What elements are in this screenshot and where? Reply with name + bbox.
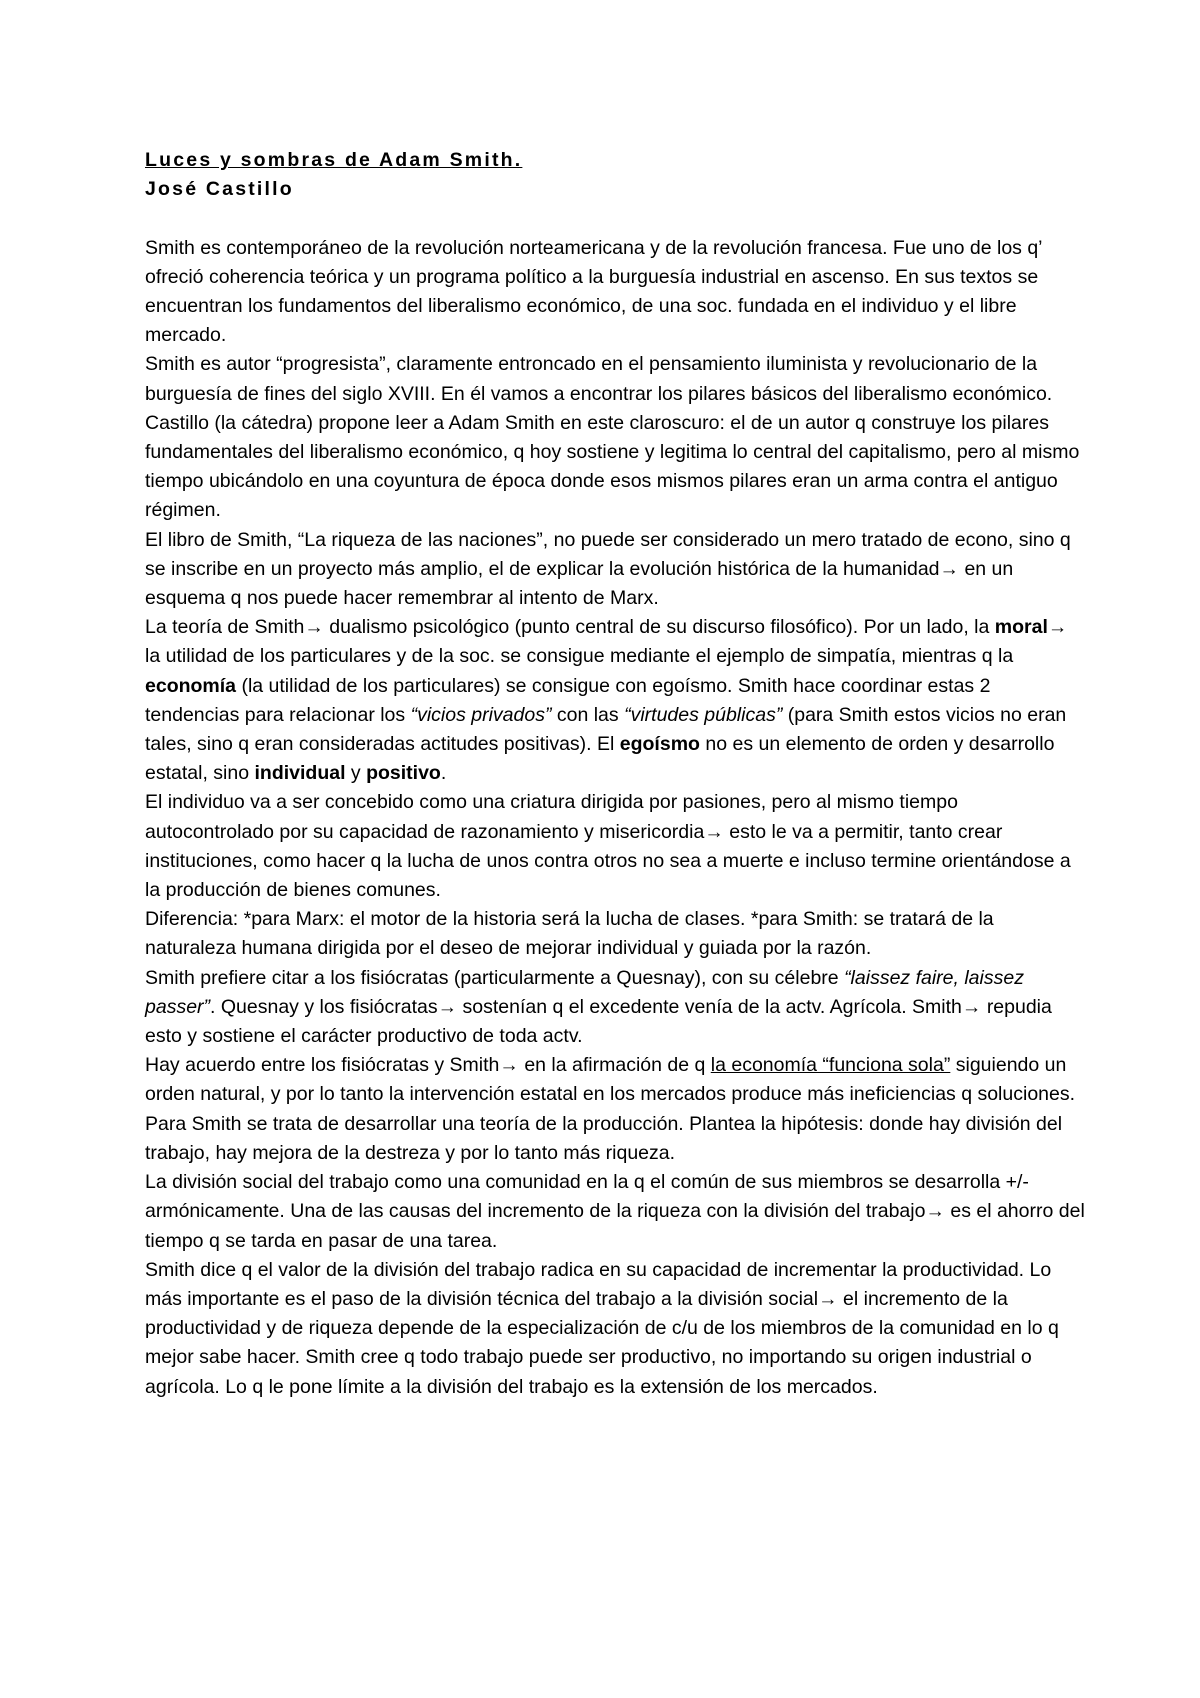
text-run: (la utilidad de los particulares) se consigue con egoísmo. Smith hace coordinar estas 2 tendencias para relacionar los <box>145 674 991 726</box>
paragraph <box>145 409 1085 526</box>
emphasized-text: la economía “funciona sola” <box>710 1054 951 1077</box>
text-run: Hay acuerdo entre los fisiócratas y Smith→ en la afirmación de q <box>145 1054 711 1077</box>
paragraph <box>145 350 1085 408</box>
emphasized-text: moral <box>994 616 1048 639</box>
text-run: y <box>345 762 367 785</box>
text-run: Diferencia: *para Marx: el motor de la historia será la lucha de clases. *para Smith: se tratará de la naturaleza humana dirigida por el deseo de mejorar individual y guiada por la razón. <box>145 908 994 960</box>
paragraph <box>145 964 1085 1052</box>
text-run: Smith es autor “progresista”, claramente entroncado en el pensamiento iluminista y revolucionario de la burguesía de fines del siglo XVIII. En él vamos a encontrar los pilares básicos del liberalismo económico. <box>145 353 1053 405</box>
paragraph <box>145 1110 1085 1168</box>
emphasized-text: “laissez faire, laissez passer” <box>145 966 1024 1018</box>
text-run: El libro de Smith, “La riqueza de las naciones”, no puede ser considerado un mero tratado de econo, sino q se inscribe en un proyecto más amplio, el de explicar la evolución histórica de la humanidad→ en un esquema q nos puede hacer remembrar al intento de Marx. <box>145 528 1071 610</box>
text-run: Castillo (la cátedra) propone leer a Adam Smith en este claroscuro: el de un autor q construye los pilares fundamentales del liberalismo económico, q hoy sostiene y legitima lo central del capitalismo, pero al mismo tiempo ubicándolo en una coyuntura de época donde esos mismos pilares eran un arma contra el antiguo régimen. <box>145 411 1080 522</box>
emphasized-text: egoísmo <box>619 733 700 756</box>
text-run: . Quesnay y los fisiócratas→ sostenían q el excedente venía de la actv. Agrícola. Smith→ repudia esto y sostiene el carácter productivo de toda actv. <box>145 995 1052 1048</box>
document-body <box>145 234 1085 1402</box>
text-run: La división social del trabajo como una comunidad en la q el común de sus miembros se desarrolla +/- armónicamente. Una de las causas del incremento de la riqueza con la división del trabajo→ es el ahorro del tiempo q se tarda en pasar de una tarea. <box>145 1171 1085 1252</box>
text-run: El individuo va a ser concebido como una criatura dirigida por pasiones, pero al mismo tiempo autocontrolado por su capacidad de razonamiento y misericordia→ esto le va a permitir, tanto crear instituciones, como hacer q la lucha de unos contra otros no sea a muerte e incluso termine orientándose a la producción de bienes comunes. <box>145 791 1071 902</box>
emphasized-text: positivo <box>366 762 441 785</box>
emphasized-text: “vicios privados” <box>410 703 552 726</box>
paragraph <box>145 526 1085 614</box>
paragraph <box>145 905 1085 963</box>
document-title: Luces y sombras de Adam Smith. <box>145 149 523 171</box>
blank-line <box>145 204 1085 233</box>
emphasized-text: individual <box>254 762 346 785</box>
document-author: José Castillo <box>145 178 294 201</box>
text-run: Para Smith se trata de desarrollar una teoría de la producción. Plantea la hipótesis: donde hay división del trabajo, hay mejora de la destreza y por lo tanto más riqueza. <box>145 1112 1063 1164</box>
text-run: Smith es contemporáneo de la revolución norteamericana y de la revolución francesa. Fue uno de los q’ ofreció coherencia teórica y un programa político a la burguesía industrial en ascenso. En sus textos se encuentran los fundamentos del liberalismo económico, de una soc. fundada en el individuo y el libre mercado. <box>145 236 1042 347</box>
paragraph <box>145 788 1085 905</box>
text-run: → la utilidad de los particulares y de la soc. se consigue mediante el ejemplo de simpatía, mientras q la <box>145 616 1068 668</box>
text-run: no es un elemento de orden y desarrollo estatal, sino <box>145 733 1055 785</box>
text-run: . <box>440 762 447 785</box>
paragraph <box>145 613 1085 788</box>
document-page <box>145 146 1085 1402</box>
paragraph <box>145 1051 1085 1109</box>
paragraph <box>145 234 1085 351</box>
emphasized-text: economía <box>145 674 237 697</box>
text-run: Smith dice q el valor de la división del trabajo radica en su capacidad de incrementar la productividad. Lo más importante es el paso de la división técnica del trabajo a la división social→ el incremento de la productividad y de riqueza depende de la especialización de c/u de los miembros de la comunidad en lo q mejor sabe hacer. Smith cree q todo trabajo puede ser productivo, no importando su origen industrial o agrícola. Lo q le pone límite a la división del trabajo es la extensión de los mercados. <box>145 1258 1059 1398</box>
paragraph <box>145 1168 1085 1256</box>
text-run: (para Smith estos vicios no eran tales, sino q eran consideradas actitudes positivas). El <box>145 703 1067 756</box>
emphasized-text: “virtudes públicas” <box>624 703 783 726</box>
text-run: Smith prefiere citar a los fisiócratas (particularmente a Quesnay), con su célebre <box>145 966 845 989</box>
text-run: La teoría de Smith→ dualismo psicológico (punto central de su discurso filosófico). Por un lado, la <box>145 616 995 639</box>
paragraph <box>145 1256 1085 1402</box>
text-run: siguiendo un orden natural, y por lo tanto la intervención estatal en los mercados produce más ineficiencias q soluciones. <box>145 1054 1076 1106</box>
text-run: con las <box>551 703 625 726</box>
